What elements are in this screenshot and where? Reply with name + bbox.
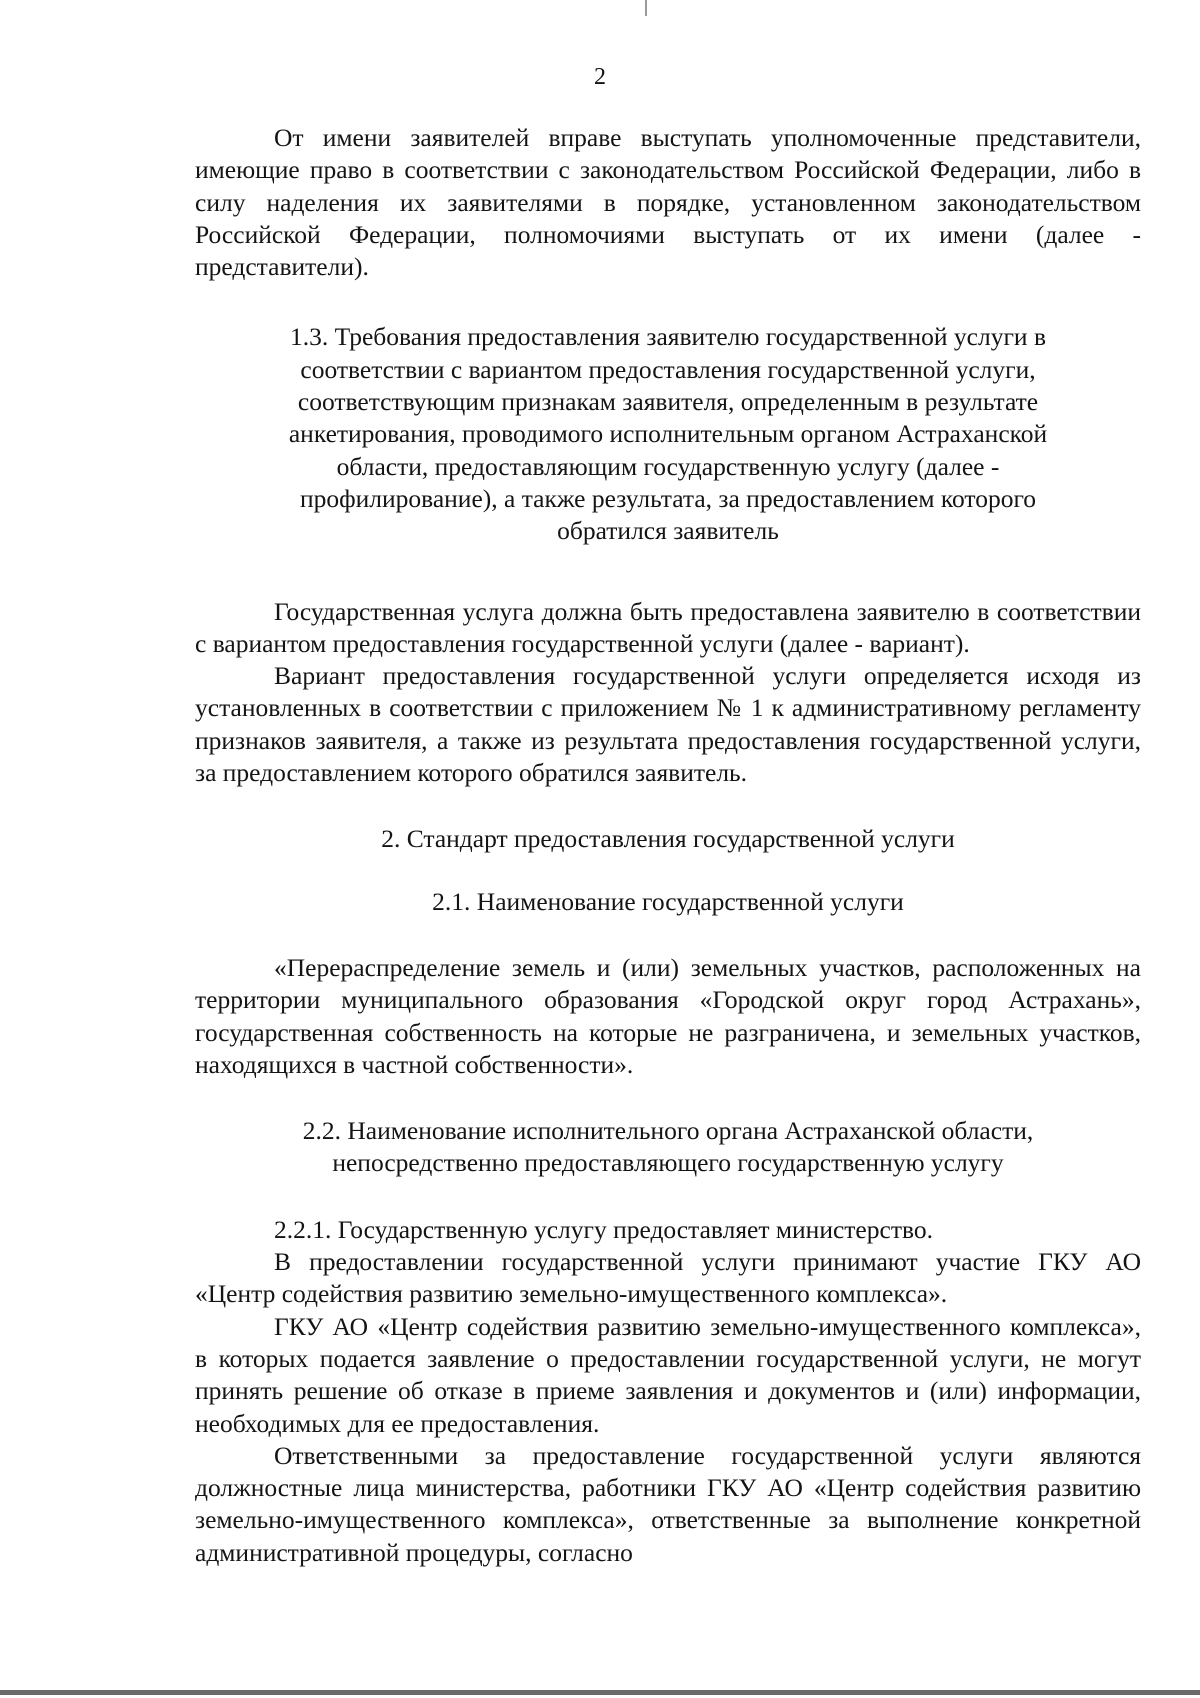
heading-2-1: 2.1. Наименование государственной услуги <box>432 886 904 916</box>
heading-1-3 <box>195 321 1141 547</box>
heading-section-2: 2. Стандарт предоставления государственной услуги <box>381 824 955 854</box>
paragraph-service-name: «Перераспределение земель и (или) земельных участков, расположенных на территории муниципального образования «Городской округ город Астрахань», государственная собственность на которые не разграничена, и земельных участков, находящихся в частной собственности». <box>195 952 1141 1079</box>
heading-1-3-line: области, предоставляющим государственную услугу (далее - <box>336 451 1000 481</box>
heading-1-3-line: обратился заявитель <box>557 516 779 546</box>
document-body <box>195 122 1141 1569</box>
heading-1-3-line: соответствующим признакам заявителя, определенным в результате <box>297 387 1039 417</box>
page-number: 2 <box>594 64 606 90</box>
top-scan-mark <box>645 0 647 16</box>
heading-1-3-line: соответствии с вариантом предоставления государственной услуги, <box>300 354 1036 384</box>
paragraph-variant-definition: Государственная услуга должна быть предоставлена заявителю в соответствии с вариантом предоставления государственной услуги (далее - вариант). <box>195 596 1141 658</box>
heading-1-3-line: профилирование), а также результата, за предоставлением которого <box>299 483 1037 513</box>
paragraph-representatives: От имени заявителей вправе выступать уполномоченные представители, имеющие право в соответствии с законодательством Российской Федерации, либо в силу наделения их заявителями в порядке, установленном законодательством Российской Федерации, полномочиями выступать от их имени (далее - представители). <box>195 123 1141 282</box>
paragraph-2-2-1: 2.2.1. Государственную услугу предоставляет министерство. <box>274 1214 933 1244</box>
heading-2-2-line: 2.2. Наименование исполнительного органа Астраханской области, <box>302 1116 1034 1146</box>
heading-1-3-line: анкетирования, проводимого исполнительным органом Астраханской <box>288 419 1048 449</box>
heading-2-2 <box>195 1115 1141 1180</box>
paragraph-no-refusal: ГКУ АО «Центр содействия развитию земельно-имущественного комплекса», в которых подается заявление о предоставлении государственной услуги, не могут принять решение об отказе в приеме заявления и документов и (или) информации, необходимых для ее предоставления. <box>195 1311 1141 1438</box>
paragraph-participation: В предоставлении государственной услуги принимают участие ГКУ АО «Центр содействия развитию земельно-имущественного комплекса». <box>195 1247 1141 1309</box>
paragraph-responsible: Ответственными за предоставление государственной услуги являются должностные лица министерства, работники ГКУ АО «Центр содействия развитию земельно-имущественного комплекса», ответственные за выполнение конкретной административной процедуры, согласно <box>195 1440 1141 1567</box>
heading-1-3-line: 1.3. Требования предоставления заявителю государственной услуги в <box>289 322 1046 352</box>
bottom-edge-line <box>0 1690 1200 1695</box>
heading-2-2-line: непосредственно предоставляющего государственную услугу <box>332 1148 1004 1178</box>
paragraph-variant-determination: Вариант предоставления государственной услуги определяется исходя из установленных в соответствии с приложением № 1 к административному регламенту признаков заявителя, а также из результата предоставления государственной услуги, за предоставлением которого обратился заявитель. <box>195 661 1141 788</box>
